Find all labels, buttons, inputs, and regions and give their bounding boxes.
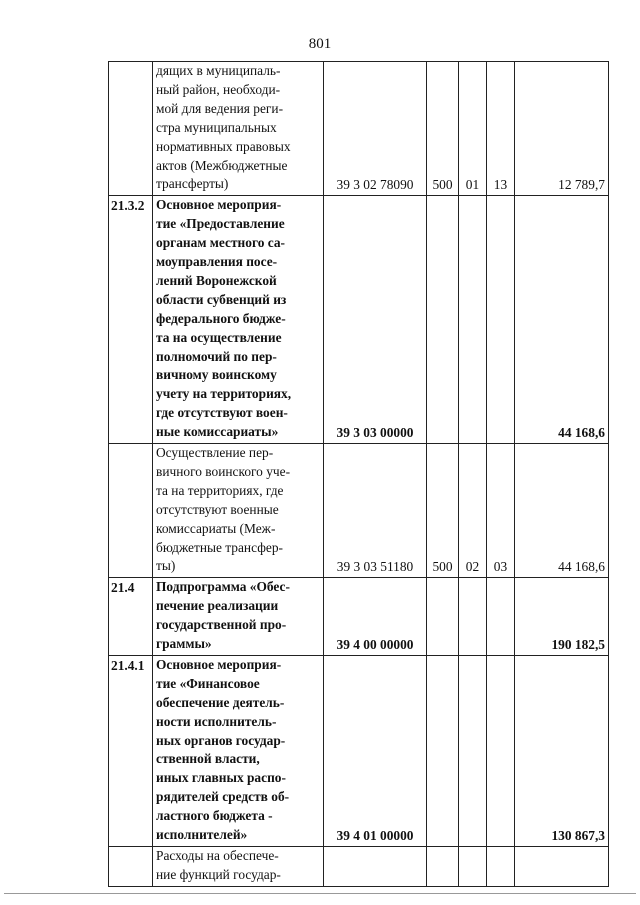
target-code-cell: 39 3 03 00000 — [324, 196, 427, 444]
subsection-cell — [487, 846, 515, 886]
description-line: моуправления посе- — [156, 254, 278, 270]
expense-group-cell: 500 — [427, 443, 459, 577]
description-line: иных главных распо- — [156, 770, 286, 786]
section-cell: 01 — [459, 62, 487, 196]
description-line: ственной власти, — [156, 751, 260, 767]
subsection-cell — [487, 578, 515, 656]
target-code-cell: 39 3 02 78090 — [324, 62, 427, 196]
subsection-cell — [487, 655, 515, 846]
target-code-cell: 39 4 00 00000 — [324, 578, 427, 656]
item-number-cell — [109, 846, 153, 886]
description-line: бюджетные трансфер- — [156, 539, 283, 555]
amount-cell: 12 789,7 — [515, 62, 609, 196]
description-line: Осуществление пер- — [156, 444, 274, 460]
description-line: ты) — [156, 558, 176, 574]
table-row — [109, 62, 609, 196]
description-line: области субвенций из — [156, 291, 287, 307]
description-line: где отсутствуют воен- — [156, 405, 288, 421]
description-line: граммы» — [156, 636, 212, 651]
description-line: обеспечение деятель- — [156, 694, 285, 710]
table-row — [109, 196, 609, 444]
description-line: Основное мероприя- — [156, 656, 282, 672]
amount-cell: 44 168,6 — [515, 443, 609, 577]
description-line: дящих в муниципаль- — [156, 63, 281, 78]
subsection-cell — [487, 196, 515, 444]
description-line: ные комиссариаты» — [156, 424, 279, 440]
page-number: 801 — [308, 36, 332, 52]
description-line: вичному воинскому — [156, 367, 277, 383]
table-row — [109, 443, 609, 577]
subsection-cell: 13 — [487, 62, 515, 196]
section-cell: 02 — [459, 443, 487, 577]
description-line: вичного воинского уче- — [156, 463, 291, 479]
description-cell — [153, 655, 324, 846]
description-line: тие «Финансовое — [156, 675, 260, 691]
description-line: Подпрограмма «Обес- — [156, 579, 290, 595]
description-line: тие «Предоставление — [156, 216, 285, 232]
description-line: та на территориях, где — [156, 482, 284, 498]
item-number-cell: 21.4.1 — [109, 655, 153, 846]
expense-group-cell: 500 — [427, 62, 459, 196]
description-line: органам местного са- — [156, 235, 286, 251]
target-code-cell: 39 3 03 51180 — [324, 443, 427, 577]
section-cell — [459, 196, 487, 444]
item-number-cell: 21.3.2 — [109, 196, 153, 444]
amount-cell: 44 168,6 — [515, 196, 609, 444]
expense-group-cell — [427, 578, 459, 656]
item-number-cell — [109, 443, 153, 577]
description-line: отсутствуют военные — [156, 501, 279, 517]
amount-cell: 190 182,5 — [515, 578, 609, 656]
description-line: ластного бюджета - — [156, 808, 273, 824]
description-line: актов (Межбюджетные — [156, 157, 288, 173]
description-line: трансферты) — [156, 176, 229, 192]
description-cell — [153, 62, 324, 196]
section-cell — [459, 655, 487, 846]
description-line: исполнителей» — [156, 827, 248, 843]
description-line: ности исполнитель- — [156, 713, 277, 729]
description-line: полномочий по пер- — [156, 348, 277, 364]
description-cell — [153, 196, 324, 444]
amount-cell — [515, 846, 609, 886]
expense-group-cell — [427, 655, 459, 846]
description-line: учету на территориях, — [156, 386, 292, 402]
description-line: стра муниципальных — [156, 119, 277, 135]
description-cell — [153, 578, 324, 656]
table-row — [109, 655, 609, 846]
section-cell — [459, 578, 487, 656]
target-code-cell: 39 4 01 00000 — [324, 655, 427, 846]
description-line: ный район, необходи- — [156, 81, 281, 97]
description-line: та на осуществление — [156, 329, 282, 345]
description-line: Основное мероприя- — [156, 197, 282, 213]
bottom-rule — [4, 893, 636, 894]
description-line: ние функций государ- — [156, 866, 281, 882]
description-line: Расходы на обеспече- — [156, 847, 279, 863]
expense-group-cell — [427, 196, 459, 444]
item-number-cell — [109, 62, 153, 196]
description-line: рядителей средств об- — [156, 789, 290, 805]
budget-table — [108, 61, 609, 887]
table-row — [109, 578, 609, 656]
description-line: государственной про- — [156, 617, 287, 633]
item-number-cell: 21.4 — [109, 578, 153, 656]
description-line: федерального бюдже- — [156, 310, 286, 326]
description-cell — [153, 443, 324, 577]
description-line: нормативных правовых — [156, 138, 291, 154]
description-line: печение реализации — [156, 598, 279, 614]
section-cell — [459, 846, 487, 886]
table-row — [109, 846, 609, 886]
description-line: комиссариаты (Меж- — [156, 520, 276, 536]
target-code-cell — [324, 846, 427, 886]
description-cell — [153, 846, 324, 886]
description-line: ных органов государ- — [156, 732, 286, 748]
amount-cell: 130 867,3 — [515, 655, 609, 846]
description-line: мой для ведения реги- — [156, 100, 284, 116]
description-line: лений Воронежской — [156, 272, 277, 288]
expense-group-cell — [427, 846, 459, 886]
subsection-cell: 03 — [487, 443, 515, 577]
